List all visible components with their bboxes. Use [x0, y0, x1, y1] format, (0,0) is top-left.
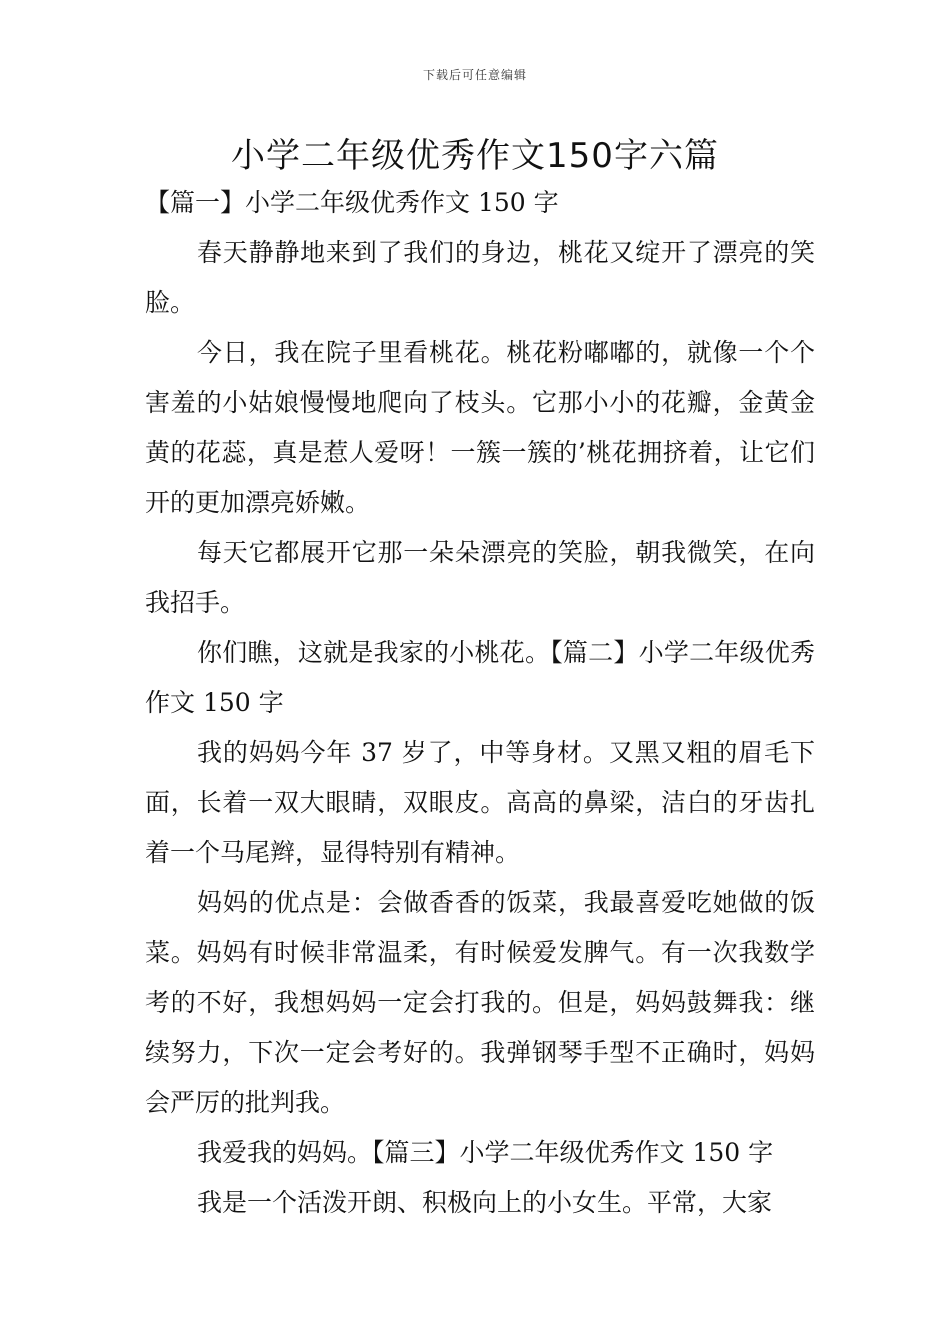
paragraph-4: 每天它都展开它那一朵朵漂亮的笑脸，朝我微笑，在向我招手。 [145, 538, 815, 617]
document-body [145, 178, 815, 1228]
paragraph-3: 今日，我在院子里看桃花。桃花粉嘟嘟的，就像一个个害羞的小姑娘慢慢地爬向了枝头。它那小小的花瓣，金黄金黄的花蕊，真是惹人爱呀！一簇一簇的’桃花拥挤着，让它们开的更加漂亮娇嫩。 [145, 338, 815, 517]
paragraph-1-heading: 【篇一】小学二年级优秀作文 150 字 [145, 188, 559, 217]
paragraph-2: 春天静静地来到了我们的身边，桃花又绽开了漂亮的笑脸。 [145, 238, 815, 317]
document-title: 小学二年级优秀作文150字六篇 [231, 136, 719, 176]
header-note: 下载后可任意编辑 [422, 68, 527, 82]
paragraph-6: 我的妈妈今年 37 岁了，中等身材。又黑又粗的眉毛下面，长着一双大眼睛，双眼皮。高高的鼻梁，洁白的牙齿扎着一个马尾辫，显得特别有精神。 [145, 738, 815, 867]
paragraph-7: 妈妈的优点是：会做香香的饭菜，我最喜爱吃她做的饭菜。妈妈有时候非常温柔，有时候爱发脾气。有一次我数学考的不好，我想妈妈一定会打我的。但是，妈妈鼓舞我：继续努力，下次一定会考好的。我弹钢琴手型不正确时，妈妈会严厉的批判我。 [145, 888, 815, 1117]
paragraph-9: 我是一个活泼开朗、积极向上的小女生。平常，大家 [197, 1188, 773, 1217]
paragraph-8: 我爱我的妈妈。【篇三】小学二年级优秀作文 150 字 [197, 1138, 774, 1167]
paragraph-5: 你们瞧，这就是我家的小桃花。【篇二】小学二年级优秀作文 150 字 [145, 638, 815, 717]
